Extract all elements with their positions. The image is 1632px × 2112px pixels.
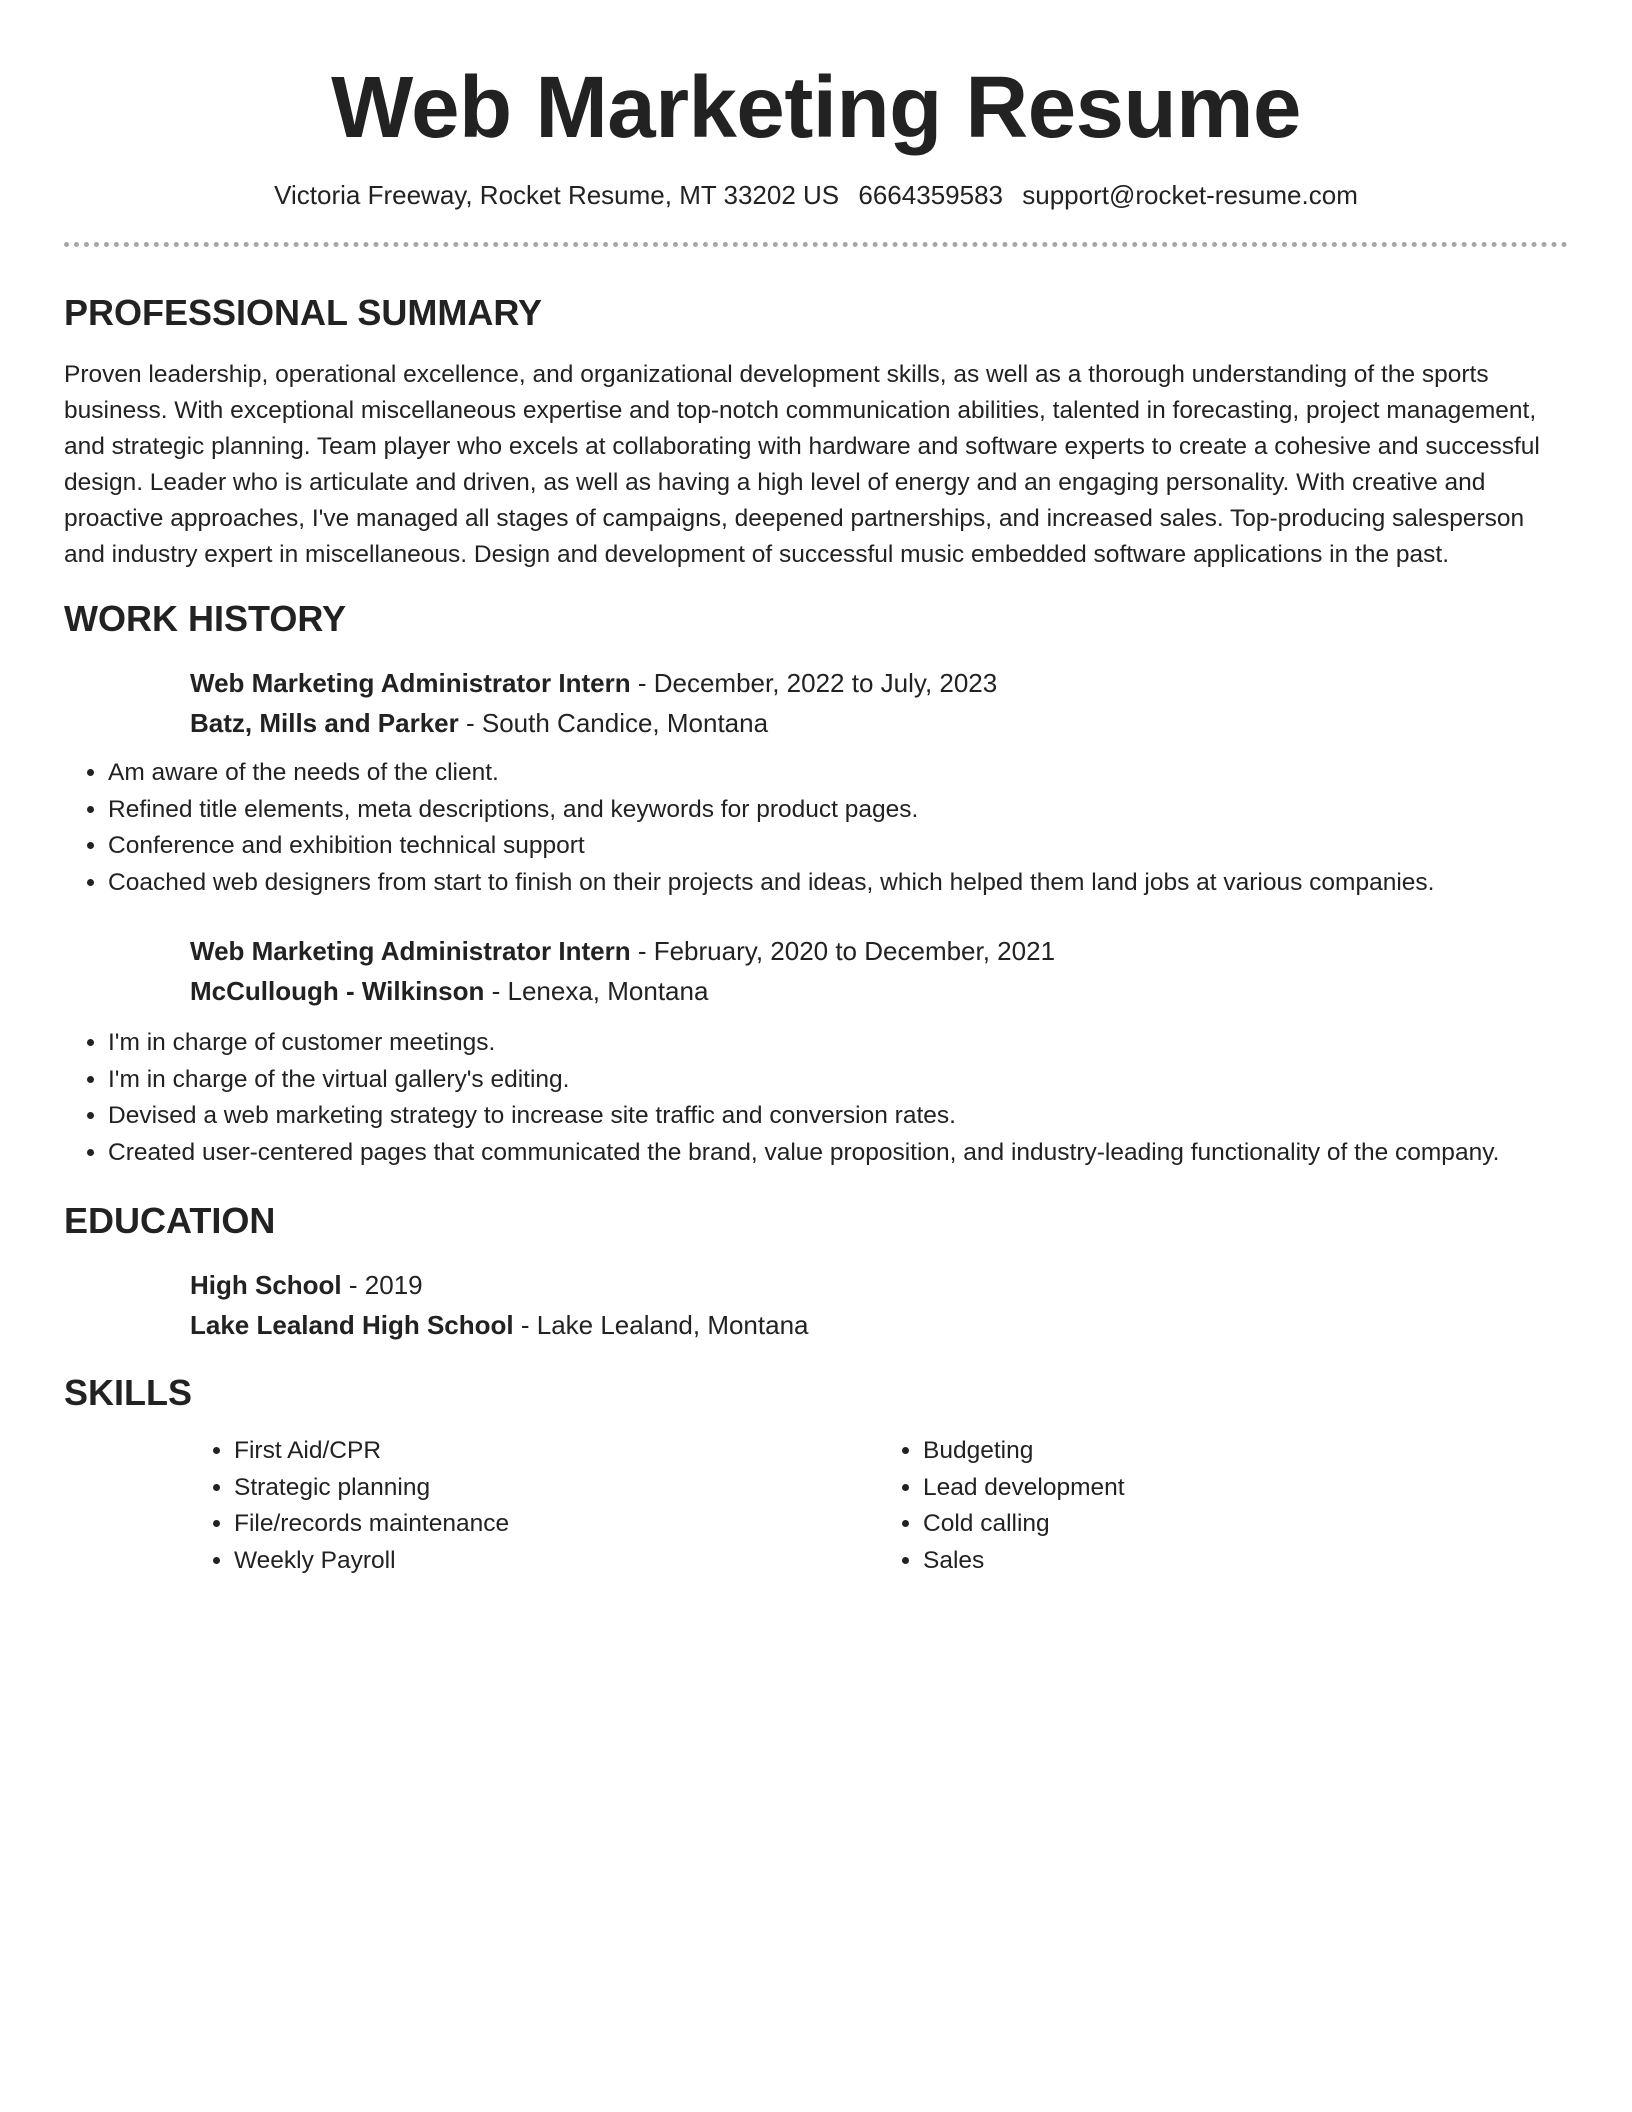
summary-heading: PROFESSIONAL SUMMARY (64, 292, 543, 333)
education-school-line (190, 1305, 1568, 1345)
job-entry (190, 663, 1568, 743)
list-item: • I'm in charge of customer meetings. (108, 1025, 1568, 1062)
list-item: • Coached web designers from start to finish on their projects and ideas, which helped them land jobs at various companies. (108, 865, 1568, 902)
job-company: Batz, Mills and Parker (190, 708, 459, 738)
education-degree-line (190, 1265, 1568, 1305)
resume-title: Web Marketing Resume (331, 59, 1301, 156)
list-item: • Refined title elements, meta descriptions, and keywords for product pages. (108, 792, 1568, 829)
list-item: • I'm in charge of the virtual gallery's editing. (108, 1062, 1568, 1099)
list-item: • Am aware of the needs of the client. (108, 755, 1568, 792)
contact-phone: 6664359583 (858, 180, 1003, 210)
job-title-line (190, 931, 1568, 971)
skill-item: • Lead development (923, 1470, 1568, 1507)
list-item: • Conference and exhibition technical support (108, 828, 1568, 865)
list-item: • Devised a web marketing strategy to increase site traffic and conversion rates. (108, 1098, 1568, 1135)
job-title: Web Marketing Administrator Intern (190, 936, 631, 966)
skill-item: • Budgeting (923, 1433, 1568, 1470)
education-entry (190, 1265, 1568, 1345)
job-bullets (64, 755, 1568, 901)
job-entry (190, 931, 1568, 1011)
job-company-line (190, 971, 1568, 1011)
skill-item: • Strategic planning (234, 1470, 879, 1507)
job-company-line (190, 703, 1568, 743)
education-school: Lake Lealand High School (190, 1310, 514, 1340)
skills-column-left (190, 1433, 879, 1579)
job-bullets (64, 1025, 1568, 1171)
job-location: - South Candice, Montana (458, 708, 769, 738)
job-dates: - February, 2020 to December, 2021 (630, 936, 1056, 966)
job-location: - Lenexa, Montana (484, 976, 709, 1006)
education-location: - Lake Lealand, Montana (513, 1310, 809, 1340)
skill-item: • First Aid/CPR (234, 1433, 879, 1470)
job-company: McCullough - Wilkinson (190, 976, 485, 1006)
education-heading: EDUCATION (64, 1200, 276, 1241)
job-dates: - December, 2022 to July, 2023 (630, 668, 998, 698)
work-history-heading: WORK HISTORY (64, 598, 347, 639)
contact-line (64, 178, 1568, 212)
skill-item: • Weekly Payroll (234, 1543, 879, 1580)
skills-grid (190, 1433, 1568, 1579)
education-year: - 2019 (341, 1270, 423, 1300)
education-degree: High School (190, 1270, 342, 1300)
job-title: Web Marketing Administrator Intern (190, 668, 631, 698)
summary-text: Proven leadership, operational excellence, and organizational development skills, as well as a thorough understanding of the sports business. With exceptional miscellaneous expertise and top-notch communication abilities, talented in forecasting, project management, and strategic planning. Team player who excels at collaborating with hardware and software experts to create a cohesive and successful design. Leader who is articulate and driven, as well as having a high level of energy and an engaging personality. With creative and proactive approaches, I've managed all stages of campaigns, deepened partnerships, and increased sales. Top-producing salesperson and industry expert in miscellaneous. Design and development of successful music embedded software applications in the past. (64, 361, 1540, 568)
skill-item: • Sales (923, 1543, 1568, 1580)
header-divider (64, 242, 1568, 247)
skill-item: • Cold calling (923, 1506, 1568, 1543)
contact-address: Victoria Freeway, Rocket Resume, MT 33202 US (274, 180, 840, 210)
skills-column-right (879, 1433, 1568, 1579)
skills-heading: SKILLS (64, 1372, 193, 1413)
list-item: • Created user-centered pages that communicated the brand, value proposition, and industry-leading functionality of the company. (108, 1135, 1568, 1172)
job-title-line (190, 663, 1568, 703)
skill-item: • File/records maintenance (234, 1506, 879, 1543)
contact-email: support@rocket-resume.com (1022, 180, 1358, 210)
